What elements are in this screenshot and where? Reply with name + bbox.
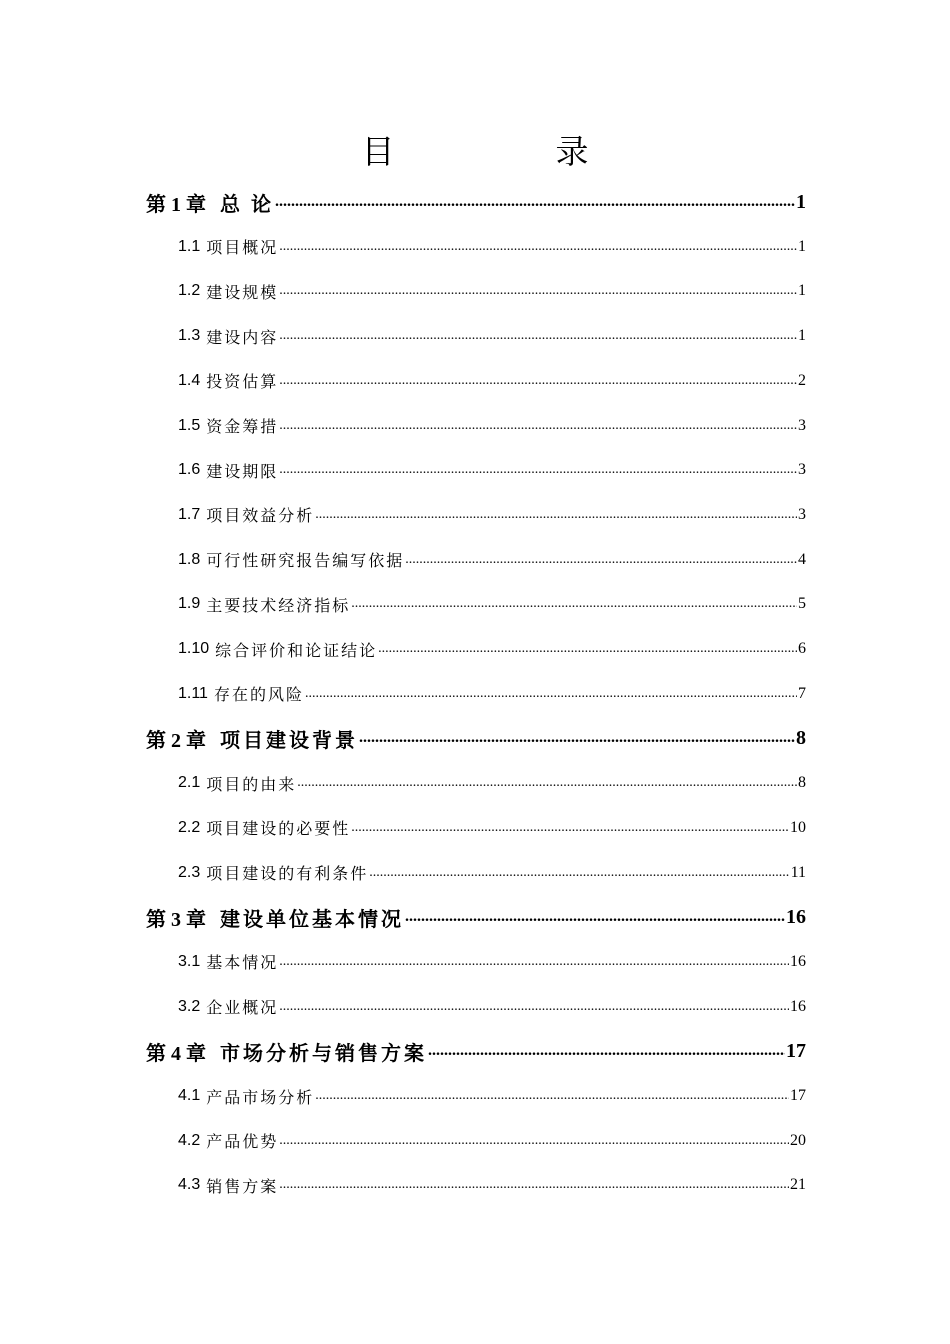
toc-section-entry[interactable] [146,940,806,984]
toc-entry-number: 4.3 [178,1176,201,1194]
toc-dot-leader [351,594,797,614]
toc-entry-number: 1.3 [178,327,201,345]
toc-entry-number: 2.1 [178,774,201,792]
toc-section-entry[interactable] [146,851,806,895]
toc-section-entry[interactable] [146,582,806,626]
toc-section-entry[interactable] [146,1074,806,1118]
toc-entry-page-number: 1 [798,327,806,345]
toc-entry-number: 1.9 [178,595,201,613]
toc-dot-leader [275,192,795,212]
toc-dot-leader [297,773,797,793]
toc-entry-label: 建设规模 [206,284,279,302]
toc-dot-leader [279,281,797,301]
toc-entry-number: 第 4 章 [146,1042,206,1065]
toc-section-entry[interactable] [146,627,806,671]
toc-entry-number: 3.1 [178,952,201,970]
toc-entry-number: 第 1 章 [146,193,206,216]
toc-chapter-entry[interactable] [146,1029,806,1073]
toc-entry-number: 第 2 章 [146,729,206,752]
toc-entry-page-number: 17 [786,1039,806,1062]
toc-entry-page-number: 2 [798,371,806,389]
toc-dot-leader [279,326,797,346]
toc-entry-label: 综合评价和论证结论 [215,642,378,660]
toc-entry-page-number: 1 [798,282,806,300]
toc-dot-leader [279,952,789,972]
toc-section-entry[interactable] [146,225,806,269]
toc-entry-page-number: 21 [790,1176,806,1194]
toc-entry-page-number: 16 [790,997,806,1015]
toc-entry-page-number: 16 [790,952,806,970]
toc-chapter-entry[interactable] [146,180,806,224]
toc-entry-label: 建设期限 [206,463,279,481]
toc-entry-label: 销售方案 [206,1178,279,1196]
toc-entry-page-number: 5 [798,595,806,613]
toc-dot-leader [405,550,797,570]
toc-entry-label: 项目建设背景 [220,729,358,752]
toc-section-entry[interactable] [146,493,806,537]
toc-entry-number: 3.2 [178,997,201,1015]
toc-dot-leader [279,371,797,391]
toc-dot-leader [315,1086,789,1106]
toc-entry-page-number: 1 [796,190,806,213]
toc-entry-page-number: 6 [798,640,806,657]
toc-entry-number: 2.3 [178,863,201,881]
toc-section-entry[interactable] [146,1163,806,1207]
toc-section-entry[interactable] [146,404,806,448]
toc-entry-label: 项目效益分析 [206,508,315,526]
toc-entry-label: 市场分析与销售方案 [220,1042,427,1065]
toc-entry-number: 1.1 [178,237,201,255]
toc-entry-label: 存在的风险 [213,687,304,705]
toc-entry-page-number: 3 [798,461,806,479]
toc-entry-page-number: 20 [790,1131,806,1149]
toc-entry-label: 主要技术经济指标 [206,597,351,615]
toc-entry-page-number: 3 [798,505,806,523]
toc-dot-leader [279,1131,789,1151]
toc-section-entry[interactable] [146,314,806,358]
toc-entry-number: 1.10 [178,640,210,657]
toc-entry-number: 1.4 [178,371,201,389]
page-title: 目 录 [361,132,653,171]
toc-dot-leader [359,728,795,748]
toc-entry-number: 2.2 [178,818,201,836]
toc-entry-page-number: 1 [798,237,806,255]
toc-chapter-entry[interactable] [146,716,806,760]
toc-section-entry[interactable] [146,359,806,403]
toc-entry-label: 项目建设的有利条件 [206,866,369,883]
toc-entry-label: 基本情况 [206,955,279,973]
toc-section-entry[interactable] [146,538,806,582]
toc-entry-page-number: 8 [796,726,806,749]
toc-dot-leader [279,416,797,436]
toc-dot-leader [305,684,797,704]
toc-dot-leader [279,1175,789,1195]
toc-entry-label: 建设内容 [206,329,279,347]
toc-entry-page-number: 4 [798,550,806,568]
toc-dot-leader [378,639,797,659]
toc-entry-label: 可行性研究报告编写依据 [206,553,405,571]
toc-section-entry[interactable] [146,1119,806,1163]
toc-dot-leader [351,818,789,838]
toc-entry-label: 产品市场分析 [206,1089,315,1107]
toc-dot-leader [405,907,785,927]
toc-entry-page-number: 16 [786,905,806,928]
toc-entry-label: 投资估算 [206,374,279,392]
toc-entry-label: 项目概况 [206,240,279,258]
toc-dot-leader [279,237,797,257]
toc-entry-label: 项目的由来 [206,776,297,794]
toc-entry-page-number: 11 [790,863,806,881]
toc-entry-page-number: 8 [798,774,806,792]
toc-entry-number: 4.1 [178,1087,201,1104]
toc-entry-number: 1.11 [178,684,208,702]
toc-dot-leader [428,1041,785,1061]
toc-dot-leader [279,460,797,480]
toc-entry-label: 产品优势 [206,1134,279,1152]
toc-entry-number: 1.2 [178,282,201,300]
toc-entry-number: 1.7 [178,505,201,523]
toc-section-entry[interactable] [146,269,806,313]
toc-dot-leader [279,997,789,1017]
toc-chapter-entry[interactable] [146,895,806,939]
toc-entry-page-number: 3 [798,416,806,434]
toc-dot-leader [369,863,789,883]
toc-entry-number: 1.5 [178,416,201,434]
toc-entry-label: 建设单位基本情况 [220,908,404,931]
toc-section-entry[interactable] [146,806,806,850]
toc-section-entry[interactable] [146,761,806,805]
toc-section-entry[interactable] [146,985,806,1029]
toc-entry-number: 第 3 章 [146,908,206,931]
toc-entry-label: 资金筹措 [206,419,279,436]
toc-entry-page-number: 10 [790,818,806,836]
toc-entry-label: 项目建设的必要性 [206,821,351,839]
toc-section-entry[interactable] [146,448,806,492]
toc-entry-label: 总 论 [220,193,274,216]
toc-entry-number: 1.8 [178,550,201,568]
toc-entry-number: 1.6 [178,461,201,479]
toc-entry-page-number: 7 [798,684,806,702]
toc-entry-number: 4.2 [178,1131,201,1149]
toc-entry-label: 企业概况 [206,1000,279,1018]
toc-dot-leader [315,505,797,525]
toc-entry-page-number: 17 [790,1087,806,1104]
toc-section-entry[interactable] [146,672,806,716]
